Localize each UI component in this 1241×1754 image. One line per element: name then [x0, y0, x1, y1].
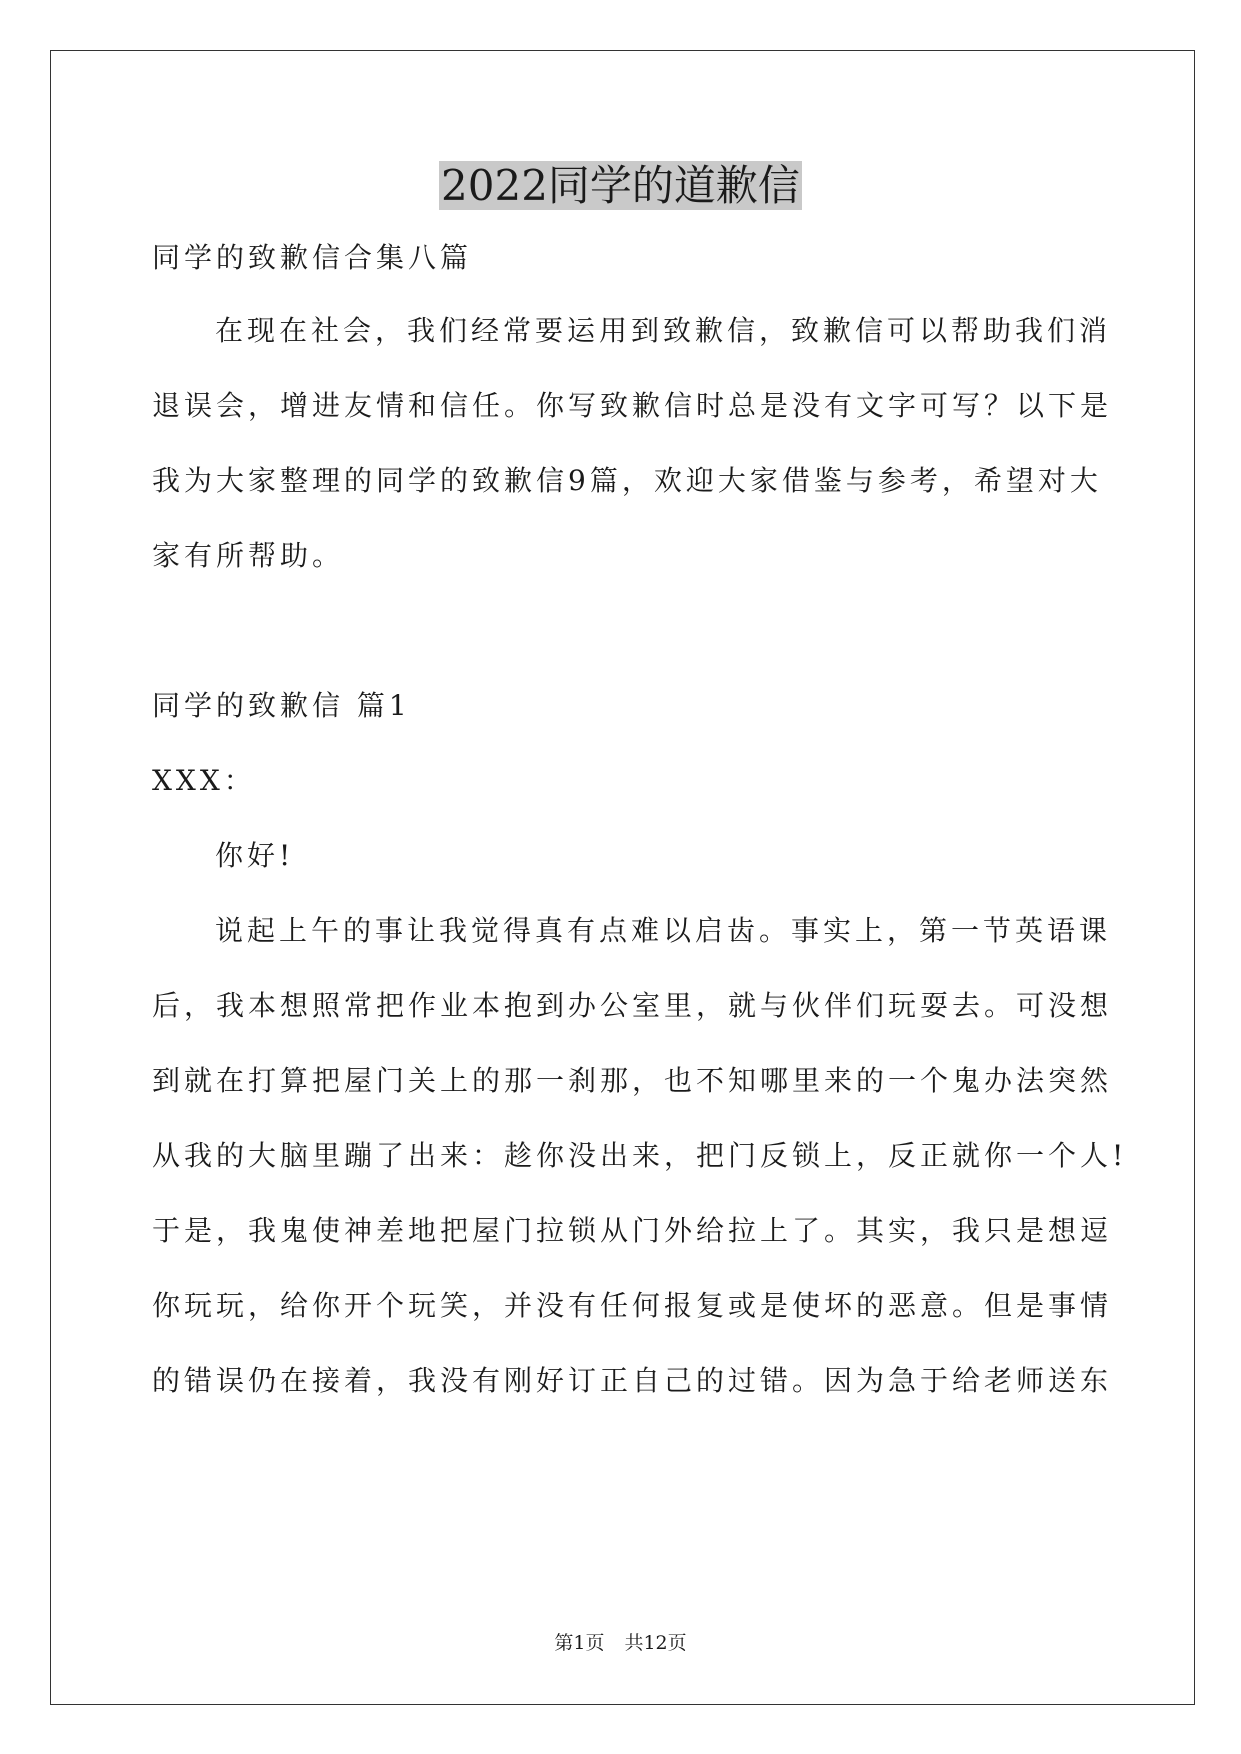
body-line-7: 的错误仍在接着，我没有刚好订正自己的过错。因为急于给老师送东 [152, 1364, 1113, 1397]
body-line-2: 后，我本想照常把作业本抱到办公室里，就与伙伴们玩耍去。可没想 [152, 989, 1113, 1022]
section-heading: 同学的致歉信 篇1 [152, 689, 411, 722]
page-total: 共12页 [624, 1632, 687, 1654]
body-line-5: 于是，我鬼使神差地把屋门拉锁从门外给拉上了。其实，我只是想逗 [152, 1214, 1113, 1247]
page-number: 第1页 [554, 1632, 605, 1654]
body-line-4: 从我的大脑里蹦了出来：趁你没出来，把门反锁上，反正就你一个人! [152, 1139, 1128, 1172]
intro-line-3: 我为大家整理的同学的致歉信9篇，欢迎大家借鉴与参考，希望对大 [152, 464, 1102, 497]
intro-line-1: 在现在社会，我们经常要运用到致歉信，致歉信可以帮助我们消 [215, 314, 1112, 347]
body-line-1: 说起上午的事让我觉得真有点难以启齿。事实上，第一节英语课 [215, 914, 1112, 947]
page-border [50, 50, 1195, 1705]
body-line-6: 你玩玩，给你开个玩笑，并没有任何报复或是使坏的恶意。但是事情 [152, 1289, 1113, 1322]
salutation: XXX： [152, 764, 256, 797]
page-footer [0, 1630, 1241, 1656]
greeting: 你好! [215, 839, 295, 872]
document-title [0, 158, 1241, 214]
intro-line-2: 退误会，增进友情和信任。你写致歉信时总是没有文字可写？以下是 [152, 389, 1113, 422]
intro-line-4: 家有所帮助。 [152, 539, 345, 572]
document-title-text: 2022同学的道歉信 [441, 161, 800, 210]
document-subtitle: 同学的致歉信合集八篇 [152, 241, 473, 274]
body-line-3: 到就在打算把屋门关上的那一刹那，也不知哪里来的一个鬼办法突然 [152, 1064, 1113, 1097]
